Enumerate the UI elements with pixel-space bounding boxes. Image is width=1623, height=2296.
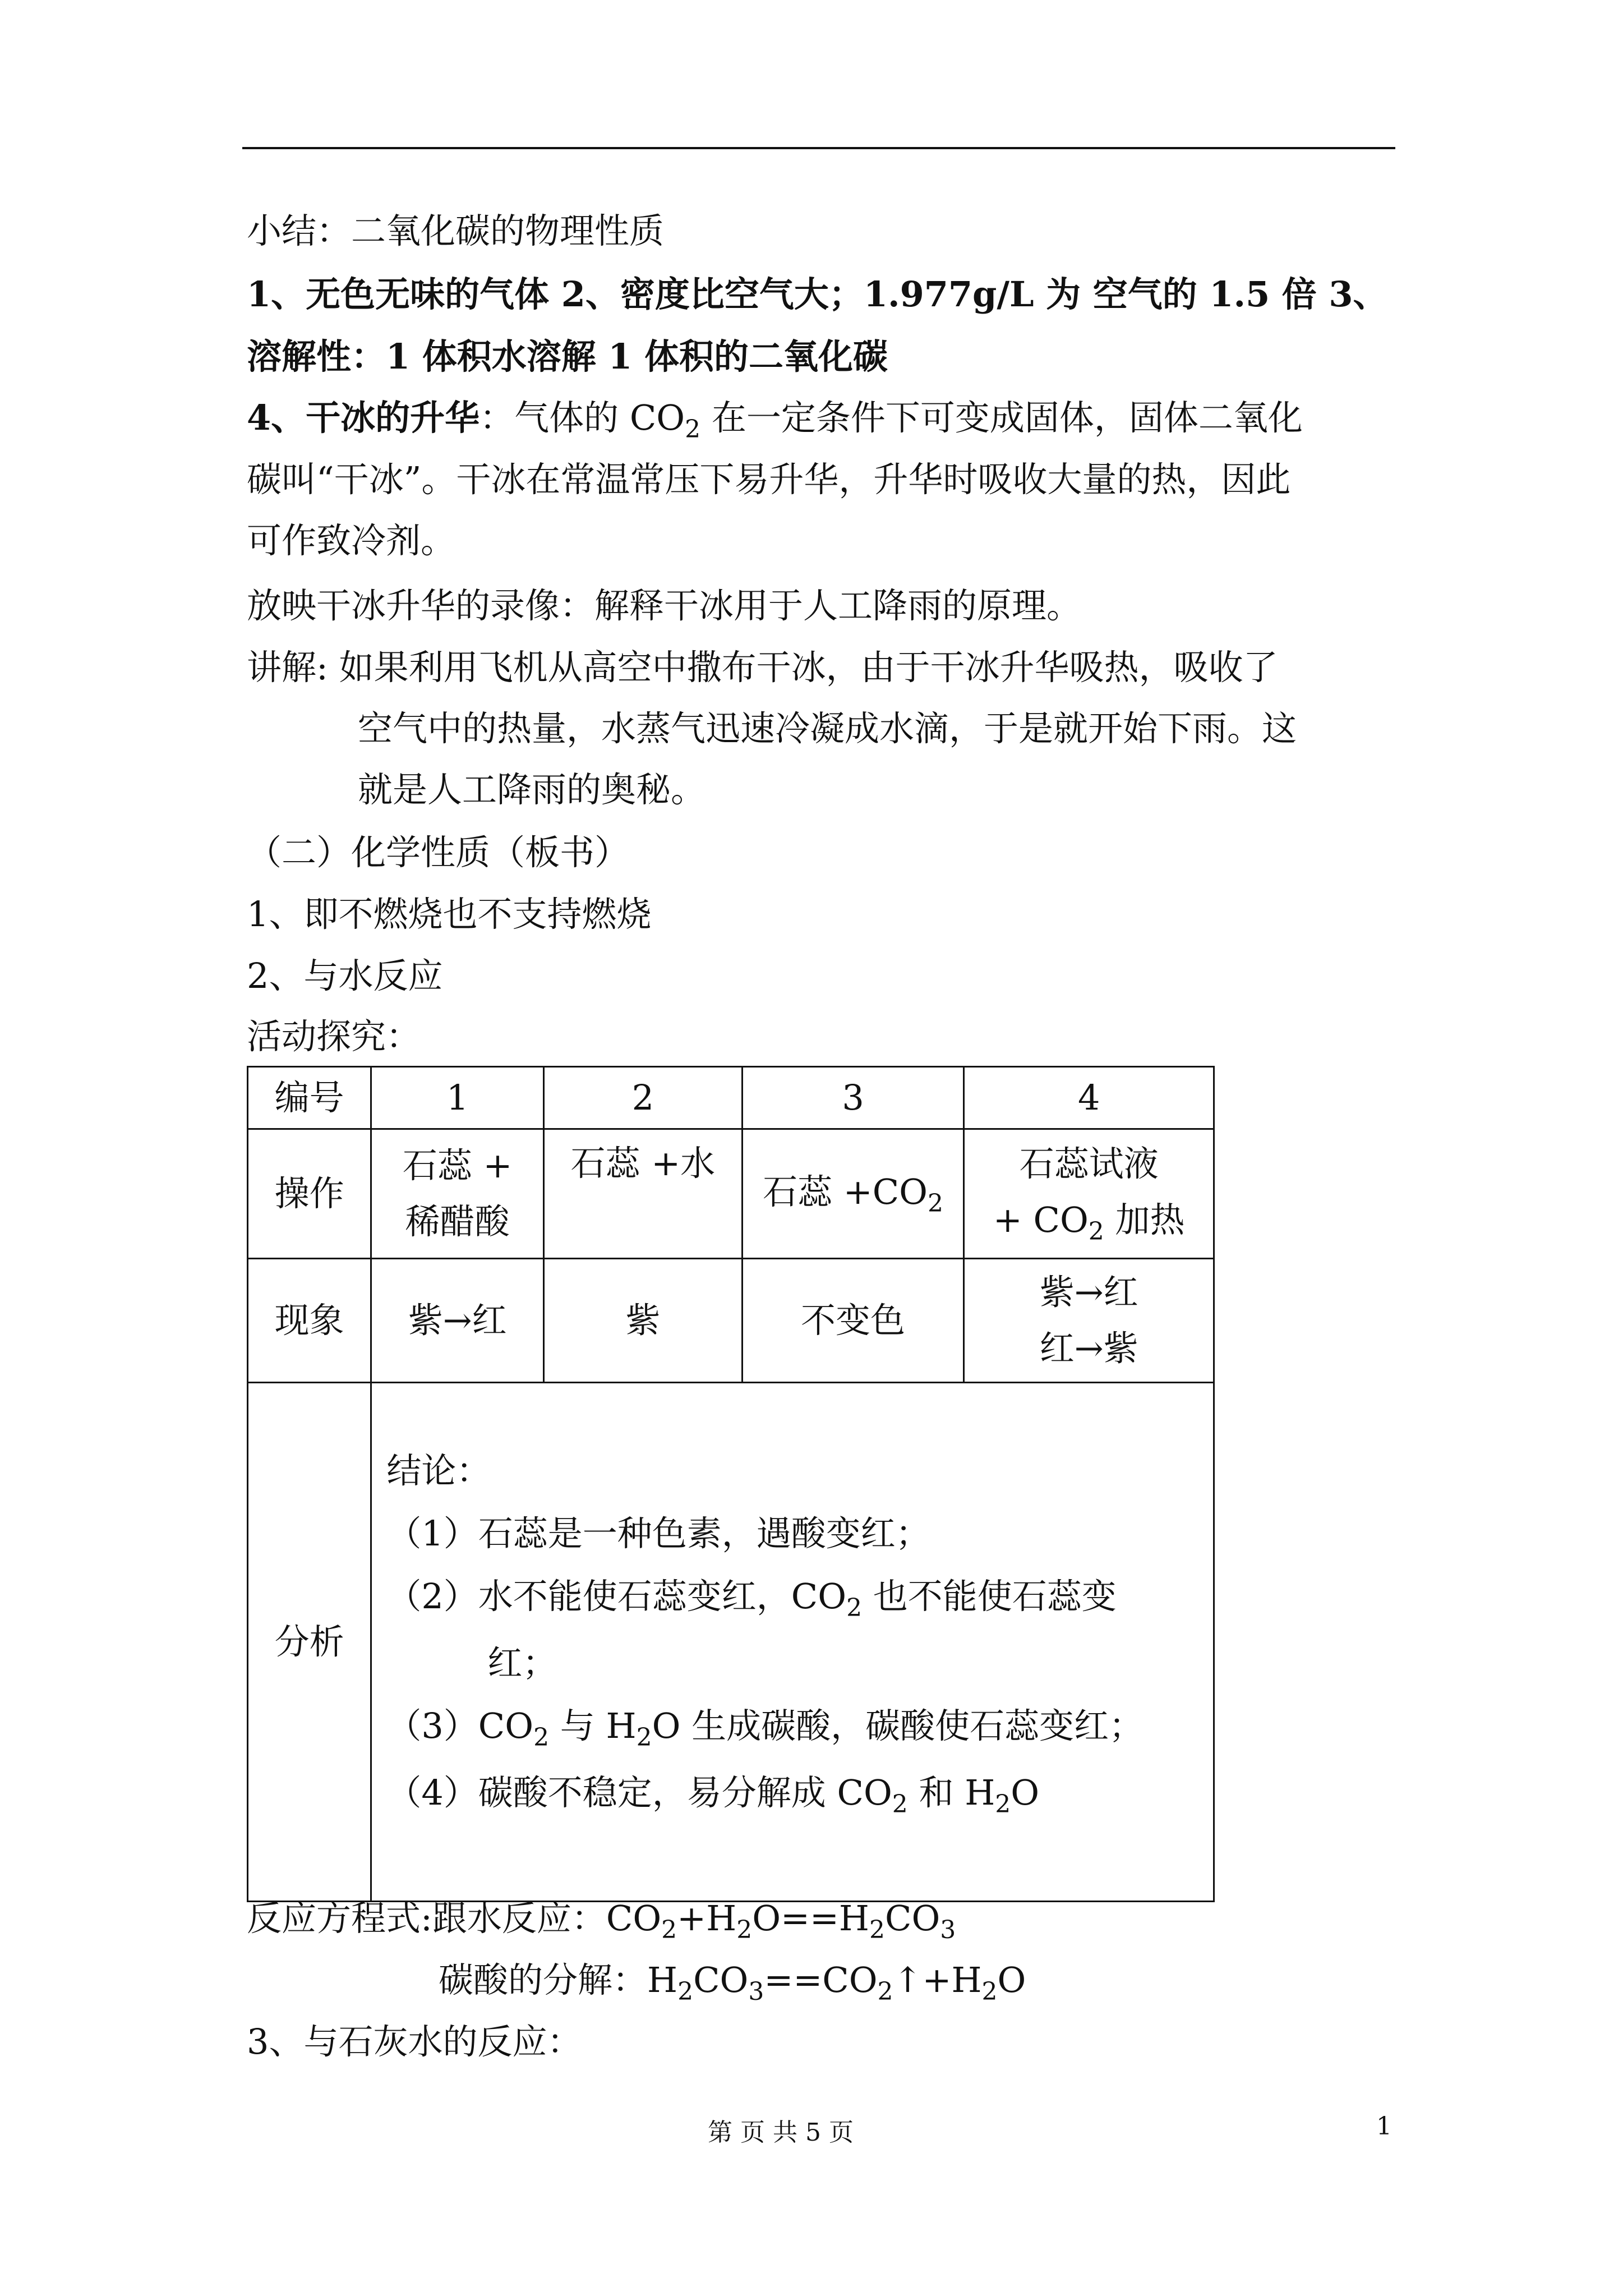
table-cell: 紫→红 红→紫: [964, 1259, 1214, 1383]
table-row: [248, 1383, 1214, 1902]
activity-label: 活动探究：: [247, 1016, 421, 1057]
table-cell: 编号: [248, 1067, 371, 1129]
page-number: 1: [1376, 2112, 1392, 2141]
explain-line-3: 就是人工降雨的奥秘。: [358, 769, 706, 810]
analysis-cell: 结论： （1）石蕊是一种色素，遇酸变红； （2）水不能使石蕊变红，$CO_2$ 也不能使石蕊变 红； $(3)CO_2$ 与 $H_2O$ 生成碳酸，碳酸使石蕊变红； （4）碳酸不稳定，易分解成 $CO_2$ 和 $H_2O$: [371, 1383, 1214, 1902]
summary-heading: 小结：二氧化碳的物理性质: [247, 210, 665, 251]
table-cell: 1: [371, 1067, 544, 1129]
chem-heading: （二）化学性质（板书）: [247, 832, 630, 873]
video-note: 放映干冰升华的录像：解释干冰用于人工降雨的原理。: [247, 585, 1082, 626]
page-footer: 第 页 共 5 页: [708, 2118, 854, 2147]
table-cell: 紫→红: [371, 1259, 544, 1383]
equation-water: 反应方程式:跟水反应：$CO_2+H_2O==H_2CO_3$: [247, 1898, 956, 1944]
table-row: [248, 1067, 1214, 1129]
table-row: [248, 1259, 1214, 1383]
table-cell: 现象: [248, 1259, 371, 1383]
table-cell: 石蕊 $+CO_2$: [742, 1129, 964, 1259]
table-cell: 2: [544, 1067, 743, 1129]
dry-ice-line-2: 碳叫“干冰”。干冰在常温常压下易升华，升华时吸收大量的热，因此: [247, 459, 1291, 500]
chem-item-2: 2、与水反应: [247, 955, 443, 996]
table-row: [248, 1129, 1214, 1259]
explain-line-1: 讲解: 如果利用飞机从高空中撒布干冰，由于干冰升华吸热，吸收了: [247, 647, 1278, 688]
summary-line-2: 溶解性：1 体积水溶解 1 体积的二氧化碳: [247, 336, 888, 377]
equation-decomposition: 碳酸的分解：$H_2CO_3==CO_2↑+H_2O$: [439, 1959, 1026, 2006]
table-cell: 3: [742, 1067, 964, 1129]
dry-ice-label: 4、干冰的升华: [247, 397, 480, 438]
table-cell: 石蕊试液 + $CO_2$ 加热: [964, 1129, 1214, 1259]
dry-ice-line-3: 可作致冷剂。: [247, 520, 456, 561]
item-3: 3、与石灰水的反应：: [247, 2021, 582, 2062]
summary-line-1: 1、无色无味的气体 2、密度比空气大；1.977g/L 为 空气的 1.5 倍 3、: [247, 274, 1388, 315]
chem-item-1: 1、即不燃烧也不支持燃烧: [247, 894, 652, 935]
table-cell: 石蕊 + 稀醋酸: [371, 1129, 544, 1259]
table-cell: 4: [964, 1067, 1214, 1129]
table-cell: 操作: [248, 1129, 371, 1259]
header-rule: [242, 147, 1395, 149]
table-cell: 不变色: [742, 1259, 964, 1383]
table-cell: 分析: [248, 1383, 371, 1902]
activity-table: [247, 1066, 1215, 1902]
dry-ice-line-1: 4、干冰的升华：气体的 $CO_2$ 在一定条件下可变成固体，固体二氧化: [247, 397, 1303, 444]
table-cell: 紫: [544, 1259, 743, 1383]
explain-line-2: 空气中的热量，水蒸气迅速冷凝成水滴，于是就开始下雨。这: [358, 708, 1297, 749]
table-cell: 石蕊 +水: [544, 1129, 743, 1259]
